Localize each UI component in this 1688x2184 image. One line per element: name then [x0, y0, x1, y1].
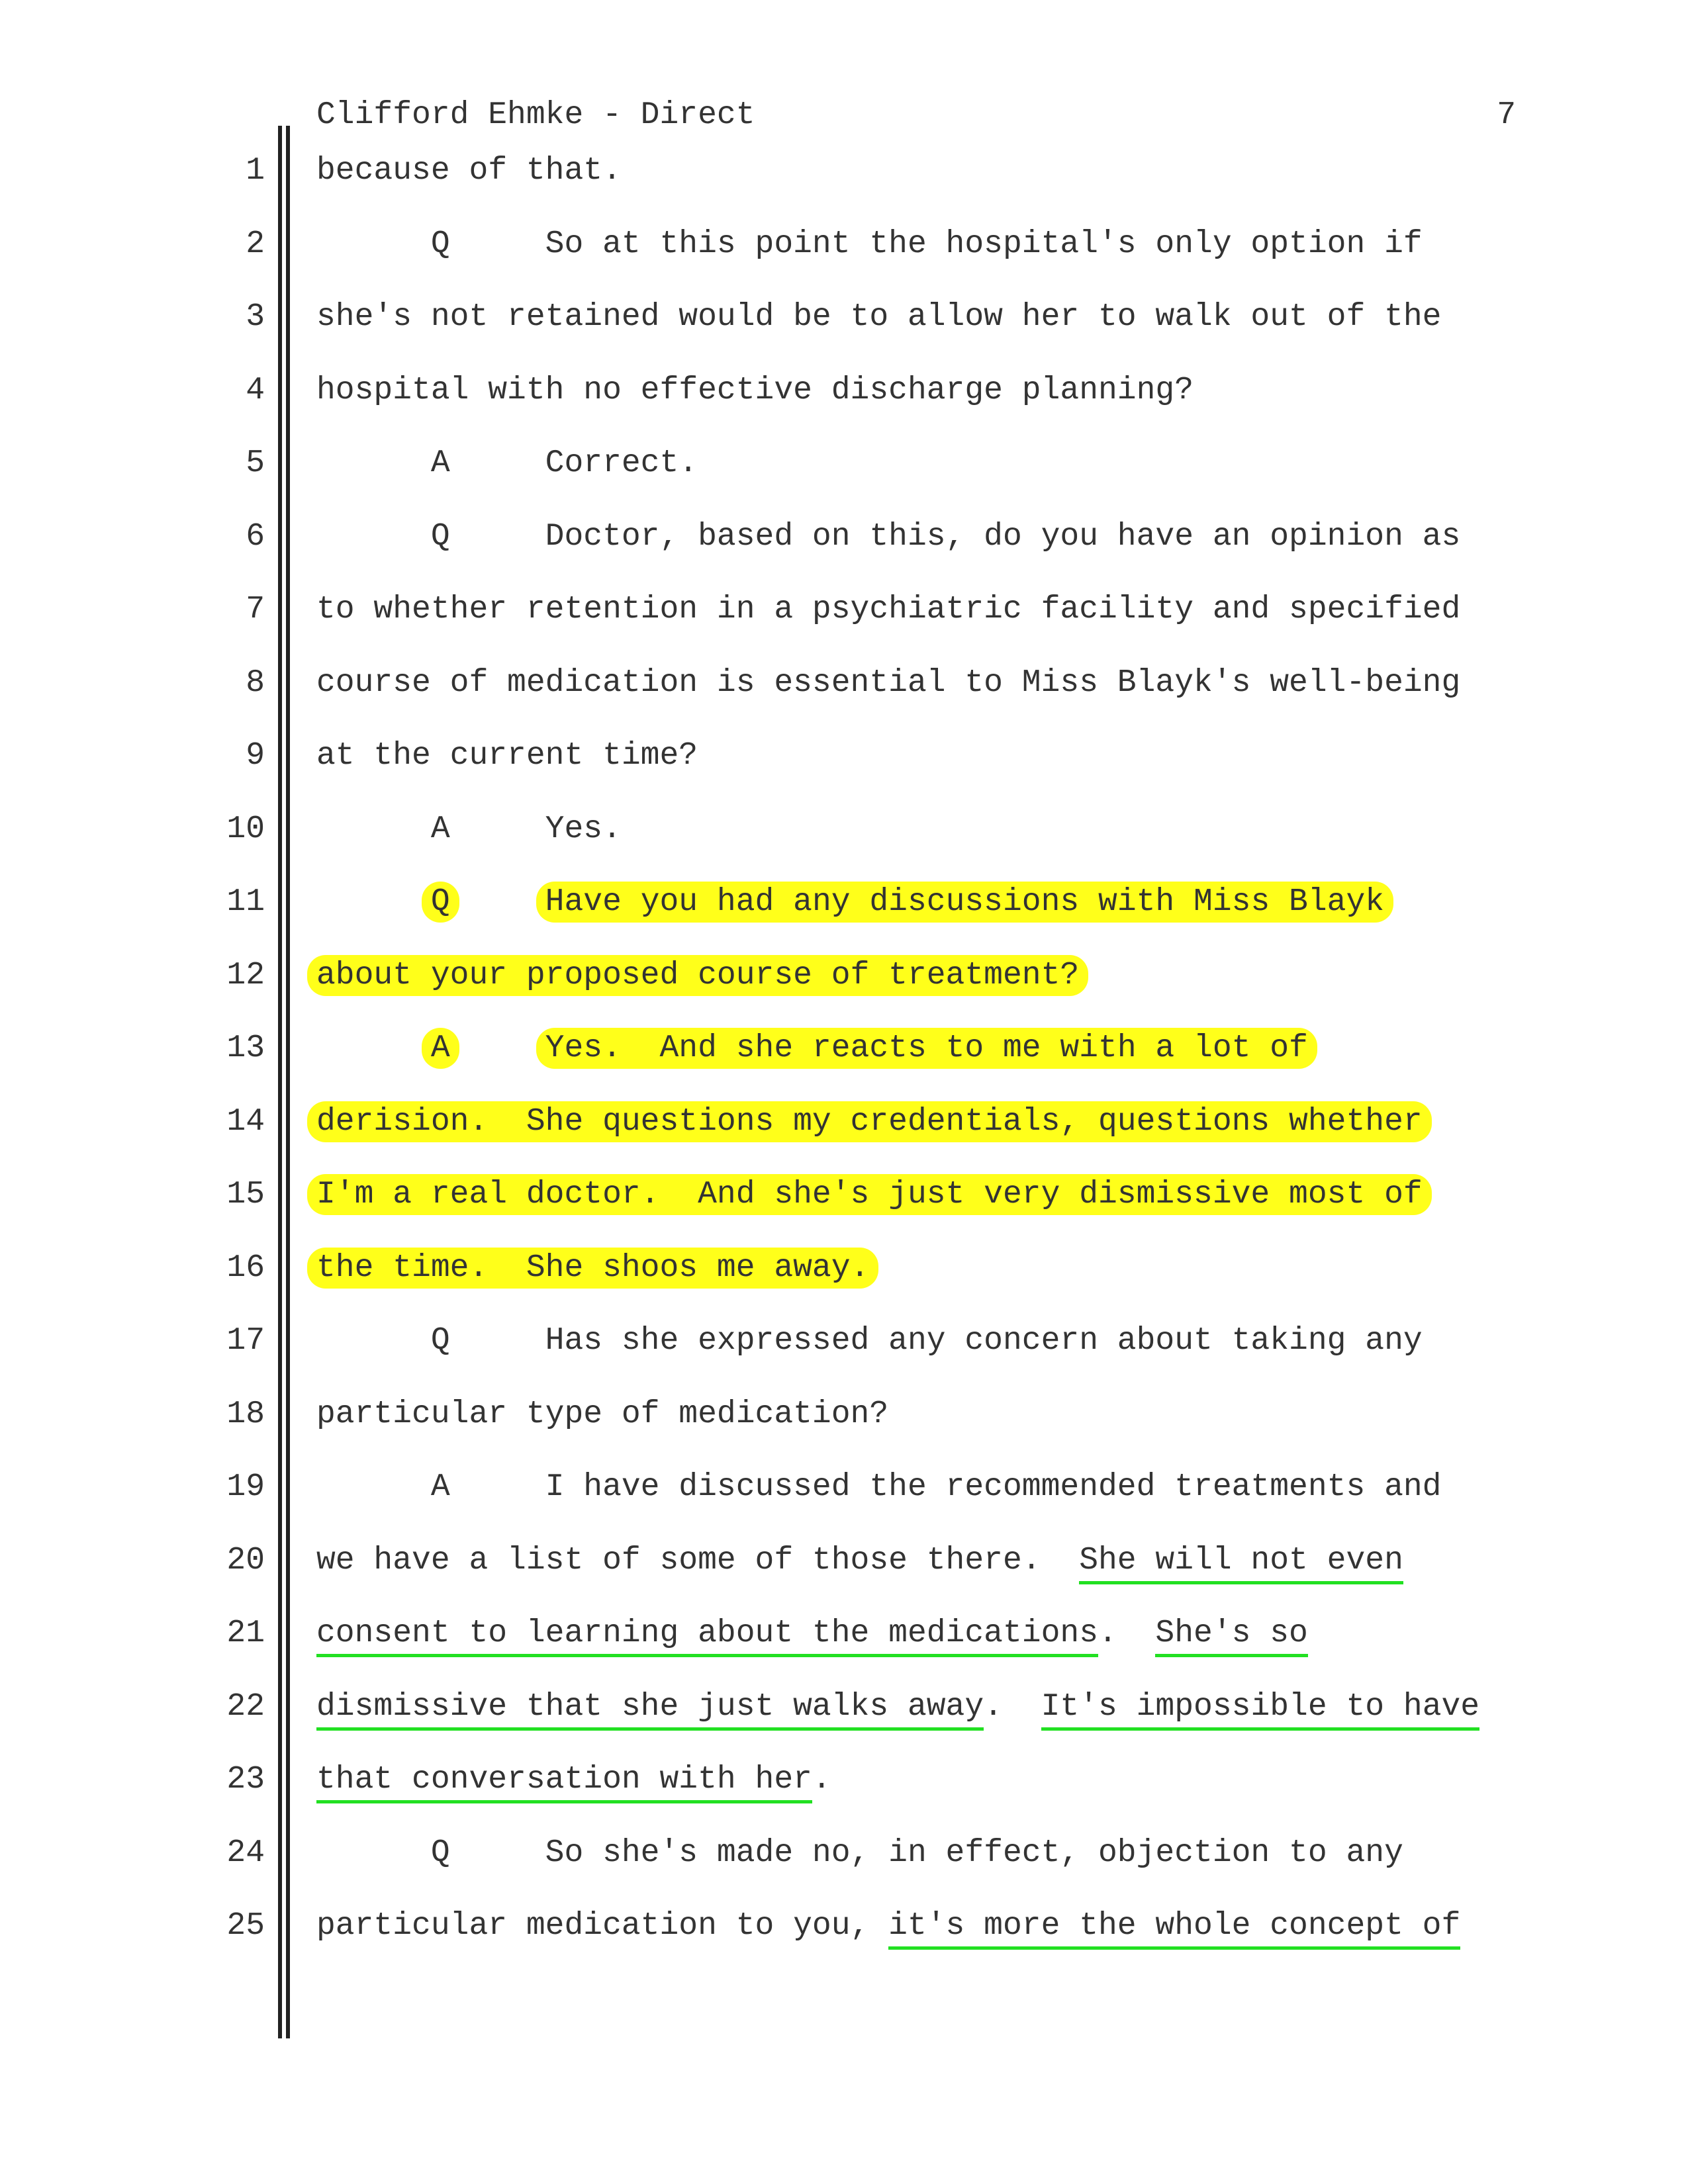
highlighted-text: Yes. And she reacts to me with a lot of: [536, 1028, 1317, 1069]
line-text: [316, 1024, 1308, 1072]
page-number: 7: [1497, 97, 1516, 133]
line-number: 1: [246, 153, 265, 189]
page-header-title: Clifford Ehmke - Direct: [316, 97, 755, 133]
text-segment: .: [812, 1762, 831, 1797]
text-segment: Q Doctor, based on this, do you have an opinion as: [316, 518, 1461, 555]
line-text: [316, 1829, 1403, 1877]
text-segment: course of medication is essential to Miss Blayk's well-being: [316, 664, 1461, 701]
transcript-line: [0, 1244, 1688, 1292]
transcript-line: [0, 1756, 1688, 1803]
underlined-text: it's more the whole concept of: [888, 1908, 1460, 1950]
underlined-text: She will not even: [1079, 1543, 1403, 1584]
underlined-text: dismissive that she just walks away: [316, 1689, 984, 1731]
line-text: [316, 952, 1079, 999]
line-number: 11: [226, 884, 265, 920]
line-text: [316, 1537, 1403, 1584]
text-segment: .: [984, 1688, 1041, 1725]
line-text: [316, 1390, 888, 1438]
transcript-line: [0, 586, 1688, 633]
line-text: [316, 732, 698, 780]
underlined-text: consent to learning about the medications: [316, 1615, 1098, 1657]
transcript-line: [0, 1024, 1688, 1072]
transcript-line: [0, 147, 1688, 195]
line-number: 3: [246, 299, 265, 335]
line-text: [316, 1610, 1308, 1657]
line-text: [316, 1463, 1441, 1511]
line-number: 22: [226, 1688, 265, 1725]
line-number: 10: [226, 811, 265, 847]
line-text: [316, 439, 698, 487]
text-segment: [316, 884, 431, 920]
transcript-line: [0, 1829, 1688, 1877]
line-text: [316, 367, 1194, 414]
line-number: 21: [226, 1615, 265, 1651]
line-number: 18: [226, 1396, 265, 1432]
line-text: [316, 147, 622, 195]
text-segment: particular medication to you,: [316, 1908, 889, 1944]
line-text: [316, 659, 1460, 707]
text-segment: particular type of medication?: [316, 1396, 889, 1432]
highlighted-text: about your proposed course of treatment?: [307, 955, 1088, 996]
transcript-line: [0, 1683, 1688, 1731]
text-segment: she's not retained would be to allow her to walk out of the: [316, 299, 1442, 335]
text-segment: Q So she's made no, in effect, objection to any: [316, 1835, 1403, 1871]
line-text: [316, 513, 1460, 561]
line-number: 9: [246, 738, 265, 774]
line-number: 14: [226, 1103, 265, 1140]
transcript-line: [0, 293, 1688, 341]
line-text: [316, 1683, 1479, 1731]
text-segment: to whether retention in a psychiatric facility and specified: [316, 592, 1461, 627]
line-number: 25: [226, 1908, 265, 1944]
highlighted-text: Have you had any discussions with Miss Blayk: [536, 882, 1393, 923]
line-text: [316, 878, 1384, 926]
highlighted-text: derision. She questions my credentials, questions whether: [307, 1101, 1432, 1142]
line-number: 20: [226, 1542, 265, 1578]
line-number: 4: [246, 372, 265, 408]
underlined-text: that conversation with her: [316, 1762, 812, 1803]
line-text: [316, 1317, 1423, 1365]
text-segment: .: [1098, 1615, 1156, 1651]
highlighted-text: Q: [422, 882, 459, 923]
highlighted-text: I'm a real doctor. And she's just very dismissive most of: [307, 1174, 1432, 1215]
text-segment: [316, 1030, 431, 1066]
transcript-line: [0, 805, 1688, 853]
line-text: [316, 1244, 869, 1292]
transcript-line: [0, 1610, 1688, 1657]
line-number: 24: [226, 1835, 265, 1871]
underlined-text: It's impossible to have: [1041, 1689, 1480, 1731]
line-number: 7: [246, 592, 265, 627]
transcript-line: [0, 367, 1688, 414]
transcript-line: [0, 1317, 1688, 1365]
transcript-line: [0, 878, 1688, 926]
underlined-text: She's so: [1155, 1615, 1307, 1657]
line-number: 8: [246, 664, 265, 701]
transcript-line: [0, 952, 1688, 999]
transcript-line: [0, 1171, 1688, 1218]
line-number: 2: [246, 226, 265, 262]
line-text: [316, 805, 622, 853]
line-number: 13: [226, 1030, 265, 1066]
text-segment: hospital with no effective discharge planning?: [316, 372, 1194, 408]
transcript-line: [0, 1537, 1688, 1584]
text-segment: A Correct.: [316, 445, 698, 481]
line-text: [316, 1098, 1423, 1146]
line-number: 6: [246, 518, 265, 555]
transcript-line: [0, 1098, 1688, 1146]
line-text: [316, 1171, 1423, 1218]
transcript-line: [0, 1463, 1688, 1511]
transcript-line: [0, 659, 1688, 707]
highlighted-text: the time. She shoos me away.: [307, 1248, 878, 1289]
transcript-line: [0, 220, 1688, 268]
line-number: 15: [226, 1177, 265, 1212]
transcript-line: [0, 1390, 1688, 1438]
text-segment: Q So at this point the hospital's only option if: [316, 226, 1423, 262]
transcript-line: [0, 513, 1688, 561]
line-number: 16: [226, 1250, 265, 1286]
text-segment: [450, 1030, 545, 1066]
line-text: [316, 220, 1423, 268]
text-segment: Q Has she expressed any concern about taking any: [316, 1323, 1423, 1359]
line-text: [316, 586, 1460, 633]
text-segment: [450, 884, 545, 920]
line-text: [316, 1756, 831, 1803]
line-number: 12: [226, 957, 265, 993]
text-segment: because of that.: [316, 153, 622, 189]
line-number: 5: [246, 445, 265, 481]
highlighted-text: A: [422, 1028, 459, 1069]
text-segment: at the current time?: [316, 738, 698, 774]
line-number: 19: [226, 1469, 265, 1505]
text-segment: A Yes.: [316, 811, 622, 847]
text-segment: we have a list of some of those there.: [316, 1542, 1080, 1578]
text-segment: A I have discussed the recommended treatments and: [316, 1469, 1442, 1505]
transcript-line: [0, 439, 1688, 487]
line-text: [316, 1902, 1460, 1950]
transcript-line: [0, 732, 1688, 780]
line-text: [316, 293, 1441, 341]
line-number: 23: [226, 1762, 265, 1797]
transcript-line: [0, 1902, 1688, 1950]
line-number: 17: [226, 1323, 265, 1359]
